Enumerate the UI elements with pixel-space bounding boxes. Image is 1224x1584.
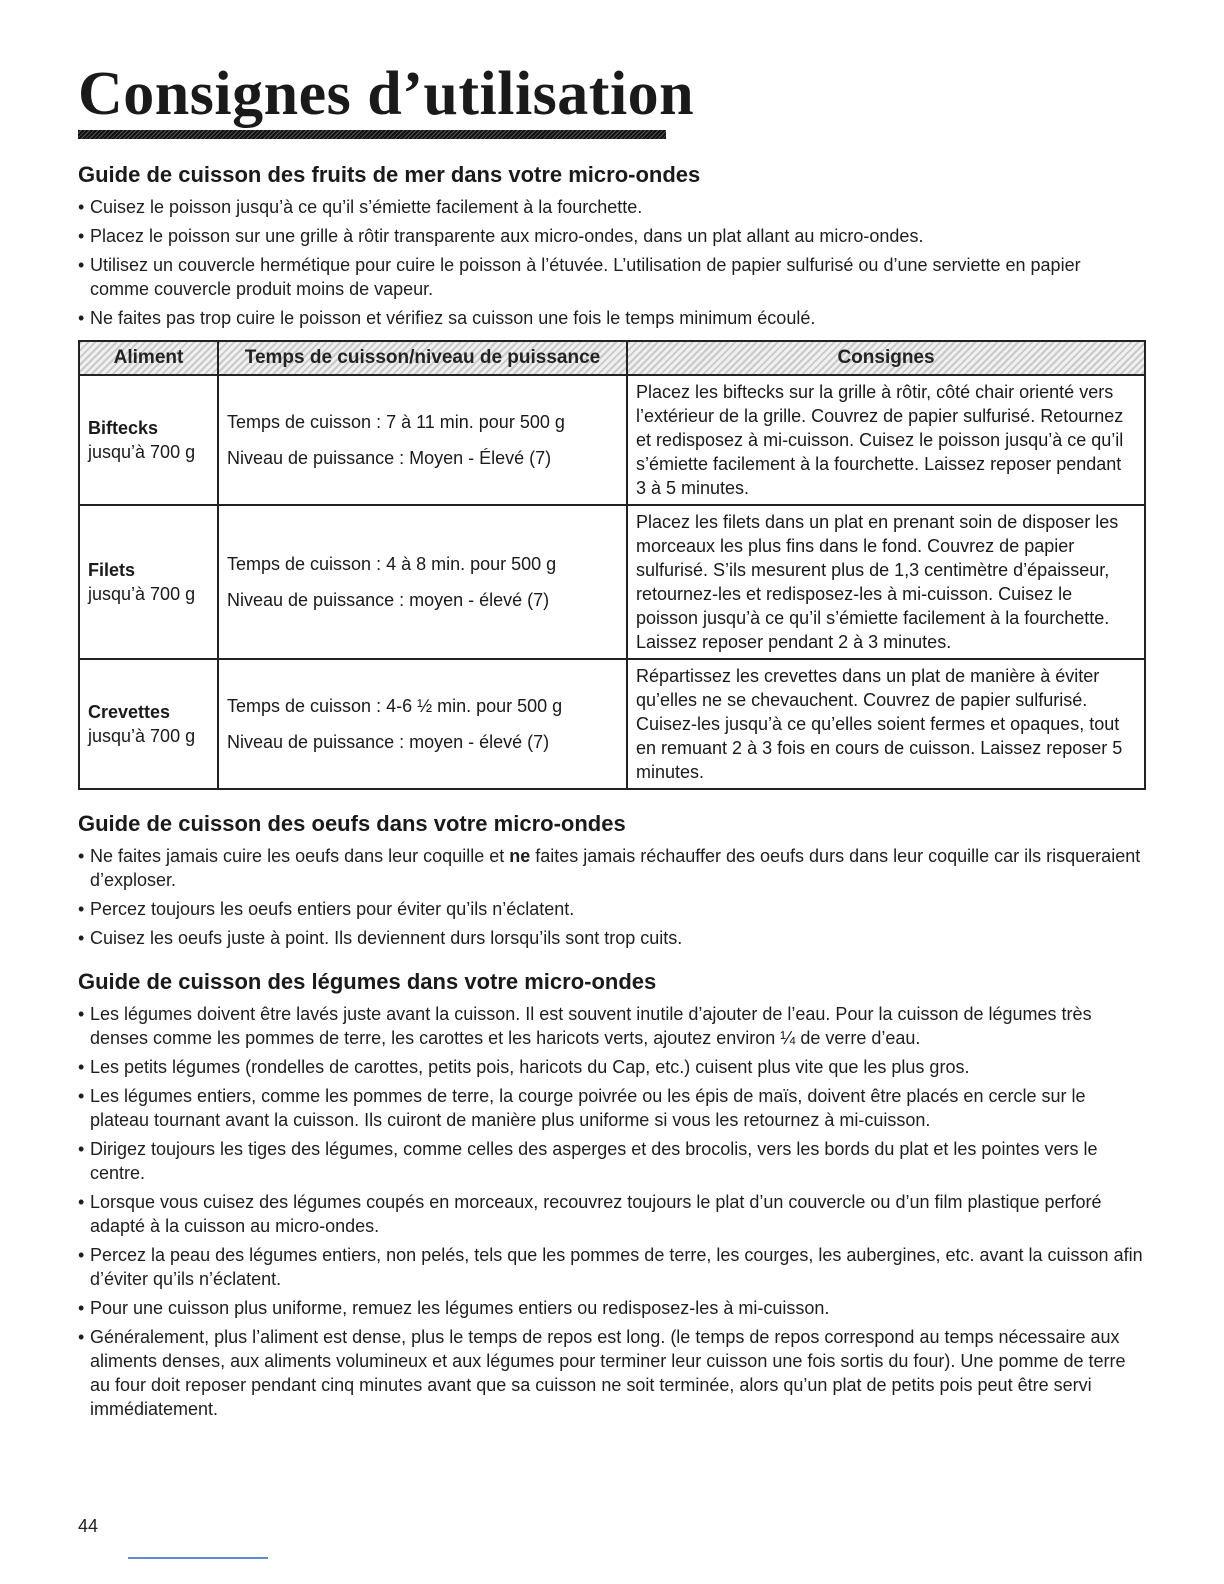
food-name: Filets: [88, 560, 136, 580]
page-content: [78, 60, 1144, 1426]
food-cell: [79, 505, 218, 659]
vegetables-bullet: • Percez la peau des légumes entiers, non pelés, tels que les pommes de terre, les courges, les aubergines, etc. avant la cuisson afin d’éviter qu’ils n’éclatent.: [78, 1243, 1144, 1291]
vegetables-bullet: • Dirigez toujours les tiges des légumes, comme celles des asperges et des brocolis, vers les bords du plat et les pointes vers le centre.: [78, 1137, 1144, 1185]
instructions-cell: Placez les filets dans un plat en prenant soin de disposer les morceaux les plus fins dans le fond. Couvrez de papier sulfurisé. S’ils mesurent plus de 1,3 centimètre d’épaisseur, retournez-les et redisposez-les à mi-cuisson. Cuisez le poisson jusqu’à ce qu’il s’émiette facilement à la fourchette. Laissez reposer pendant 2 à 3 minutes.: [627, 505, 1145, 659]
table-row: [79, 375, 1145, 505]
seafood-bullet: • Cuisez le poisson jusqu’à ce qu’il s’émiette facilement à la fourchette.: [78, 195, 1144, 219]
eggs-heading: Guide de cuisson des oeufs dans votre micro-ondes: [78, 811, 626, 836]
footer-rule: [128, 1557, 268, 1559]
food-cell: [79, 375, 218, 505]
power-level: Niveau de puissance : Moyen - Élevé (7): [227, 448, 552, 468]
vegetables-bullet: • Pour une cuisson plus uniforme, remuez les légumes entiers ou redisposez-les à mi-cuisson.: [78, 1296, 1144, 1320]
eggs-bullet-emphasis: ne: [509, 846, 531, 866]
eggs-bullet-text: faites jamais réchauffer des oeufs durs dans leur coquille car ils risqueraient d’exploser.: [90, 846, 1141, 890]
food-name: Biftecks: [88, 418, 159, 438]
vegetables-bullet: • Les petits légumes (rondelles de carottes, petits pois, haricots du Cap, etc.) cuisent plus vite que les plus gros.: [78, 1055, 1144, 1079]
header-instructions: Consignes: [627, 341, 1145, 375]
vegetables-bullet: • Généralement, plus l’aliment est dense, plus le temps de repos est long. (le temps de repos correspond au temps nécessaire aux aliments denses, aux aliments volumineux et aux légumes pour terminer leur cuisson une fois sortis du four). Une pomme de terre au four doit reposer pendant cinq minutes avant que sa cuisson ne soit terminée, alors qu’un plat de petits pois peut être servi immédiatement.: [78, 1325, 1144, 1421]
vegetables-bullet: • Lorsque vous cuisez des légumes coupés en morceaux, recouvrez toujours le plat d’un couvercle ou d’un film plastique perforé adapté à la cuisson au micro-ondes.: [78, 1190, 1144, 1238]
vegetables-bullet: • Les légumes doivent être lavés juste avant la cuisson. Il est souvent inutile d’ajouter de l’eau. Pour la cuisson de légumes très denses comme les pommes de terre, les carottes et les haricots verts, ajoutez environ ¼ de verre d’eau.: [78, 1002, 1144, 1050]
seafood-bullets: [78, 195, 1144, 330]
time-cell: [218, 505, 627, 659]
title-underline: [78, 130, 666, 139]
instructions-cell: Répartissez les crevettes dans un plat de manière à éviter qu’elles ne se chevauchent. Couvrez de papier sulfurisé. Cuisez-les jusqu’à ce qu’elles soient fermes et opaques, tout en remuant 2 à 3 fois en cours de cuisson. Laissez reposer 5 minutes.: [627, 659, 1145, 789]
power-level: Niveau de puissance : moyen - élevé (7): [227, 590, 550, 610]
seafood-bullet: • Utilisez un couvercle hermétique pour cuire le poisson à l’étuvée. L’utilisation de papier sulfurisé ou d’une serviette en papier comme couvercle produit moins de vapeur.: [78, 253, 1144, 301]
vegetables-bullet: • Les légumes entiers, comme les pommes de terre, la courge poivrée ou les épis de maïs, doivent être placés en cercle sur le plateau tournant avant la cuisson. Ils cuiront de manière plus uniforme si vous les retournez à mi-cuisson.: [78, 1084, 1144, 1132]
cook-time: Temps de cuisson : 4 à 8 min. pour 500 g: [227, 554, 557, 574]
food-name: Crevettes: [88, 702, 171, 722]
cook-time: Temps de cuisson : 7 à 11 min. pour 500 g: [227, 412, 565, 432]
table-row: [79, 659, 1145, 789]
eggs-bullet-text: Ne faites jamais cuire les oeufs dans leur coquille et: [90, 846, 510, 866]
food-weight: jusqu’à 700 g: [88, 726, 196, 746]
seafood-bullet: • Placez le poisson sur une grille à rôtir transparente aux micro-ondes, dans un plat allant au micro-ondes.: [78, 224, 1144, 248]
food-weight: jusqu’à 700 g: [88, 442, 196, 462]
food-weight: jusqu’à 700 g: [88, 584, 196, 604]
time-cell: [218, 659, 627, 789]
eggs-bullet: • Percez toujours les oeufs entiers pour éviter qu’ils n’éclatent.: [78, 897, 1144, 921]
instructions-cell: Placez les biftecks sur la grille à rôtir, côté chair orienté vers l’extérieur de la grille. Couvrez de papier sulfurisé. Retournez et redisposez à mi-cuisson. Cuisez le poisson jusqu’à ce qu’il s’émiette facilement à la fourchette. Laissez reposer pendant 3 à 5 minutes.: [627, 375, 1145, 505]
eggs-bullet: • Cuisez les oeufs juste à point. Ils deviennent durs lorsqu’ils sont trop cuits.: [78, 926, 1144, 950]
eggs-bullets: [78, 844, 1144, 950]
seafood-cooking-table: [78, 340, 1146, 790]
vegetables-heading: Guide de cuisson des légumes dans votre micro-ondes: [78, 969, 657, 994]
header-time-power: Temps de cuisson/niveau de puissance: [218, 341, 627, 375]
vegetables-bullets: [78, 1002, 1144, 1421]
page-number: 44: [78, 1516, 99, 1536]
food-cell: [79, 659, 218, 789]
cook-time: Temps de cuisson : 4-6 ½ min. pour 500 g: [227, 696, 563, 716]
table-row: [79, 505, 1145, 659]
power-level: Niveau de puissance : moyen - élevé (7): [227, 732, 550, 752]
header-food: Aliment: [79, 341, 218, 375]
eggs-bullet: [78, 844, 1144, 892]
time-cell: [218, 375, 627, 505]
seafood-heading: Guide de cuisson des fruits de mer dans votre micro-ondes: [78, 162, 701, 187]
table-header-row: [79, 341, 1145, 375]
seafood-bullet: • Ne faites pas trop cuire le poisson et vérifiez sa cuisson une fois le temps minimum écoulé.: [78, 306, 1144, 330]
page-title: Consignes d’utilisation: [78, 60, 695, 128]
